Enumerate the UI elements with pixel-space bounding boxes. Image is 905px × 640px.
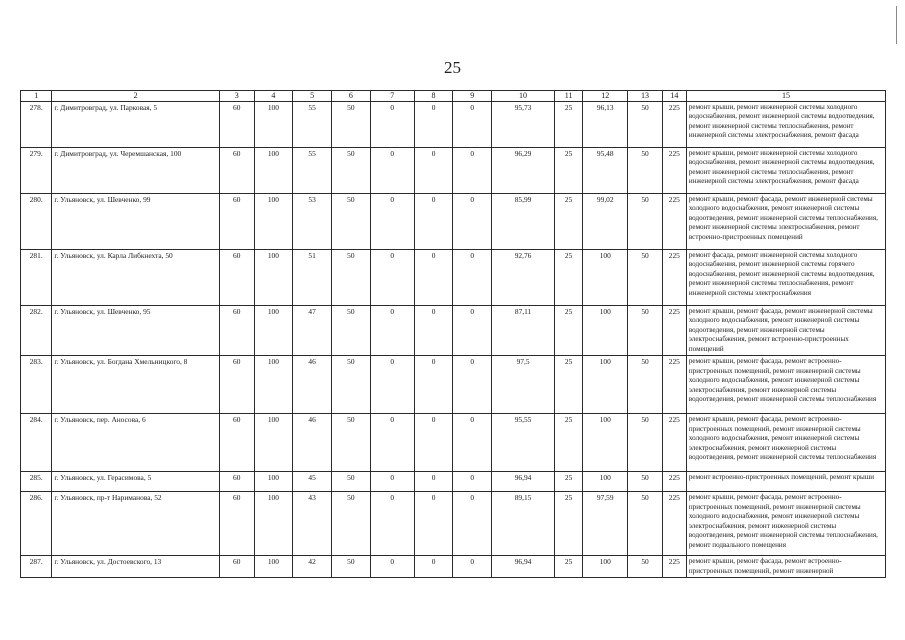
value-cell-c6: 50	[331, 414, 370, 472]
table-row	[21, 249, 886, 305]
row-number-cell: 281.	[21, 249, 52, 305]
value-cell-c14: 225	[662, 147, 686, 193]
address-cell: г. Ульяновск, пр-т Нариманова, 52	[52, 492, 220, 556]
value-cell-c9: 0	[453, 414, 492, 472]
value-cell-c11: 25	[554, 472, 582, 492]
value-cell-c7: 0	[370, 249, 414, 305]
table-row	[21, 414, 886, 472]
value-cell-c12: 100	[583, 414, 628, 472]
value-cell-c10: 85,99	[492, 193, 555, 249]
value-cell-c9: 0	[453, 472, 492, 492]
value-cell-c13: 50	[628, 414, 663, 472]
value-cell-c3: 60	[219, 101, 254, 147]
header-row	[21, 91, 886, 102]
value-cell-c11: 25	[554, 305, 582, 356]
value-cell-c12: 99,02	[583, 193, 628, 249]
value-cell-c5: 55	[293, 147, 332, 193]
works-cell: ремонт крыши, ремонт фасада, ремонт встроенно-пристроенных помещений, ремонт инженерной системы холодного водоснабжения, ремонт инженерной системы электроснабжения, ремонт инженерной системы водоотведения, ремонт инженерной системы теплоснабжения	[686, 356, 885, 414]
works-cell: ремонт крыши, ремонт фасада, ремонт инженерной системы холодного водоснабжения, ремонт инженерной системы водоотведения, ремонт инженерной системы электроснабжения, ремонт встроенно-пристроенных помещений	[686, 305, 885, 356]
row-number-cell: 285.	[21, 472, 52, 492]
works-cell: ремонт крыши, ремонт фасада, ремонт встроенно-пристроенных помещений, ремонт инженерной	[686, 556, 885, 578]
value-cell-c12: 100	[583, 472, 628, 492]
address-cell: г. Димитровград, ул. Парковая, 5	[52, 101, 220, 147]
value-cell-c7: 0	[370, 305, 414, 356]
value-cell-c12: 100	[583, 556, 628, 578]
value-cell-c13: 50	[628, 147, 663, 193]
value-cell-c3: 60	[219, 249, 254, 305]
value-cell-c6: 50	[331, 305, 370, 356]
value-cell-c7: 0	[370, 101, 414, 147]
value-cell-c10: 97,5	[492, 356, 555, 414]
value-cell-c6: 50	[331, 101, 370, 147]
value-cell-c5: 42	[293, 556, 332, 578]
column-header-9: 9	[453, 91, 492, 102]
value-cell-c13: 50	[628, 556, 663, 578]
value-cell-c3: 60	[219, 193, 254, 249]
column-header-8: 8	[414, 91, 453, 102]
row-number-cell: 278.	[21, 101, 52, 147]
column-header-7: 7	[370, 91, 414, 102]
value-cell-c4: 100	[254, 249, 293, 305]
value-cell-c4: 100	[254, 556, 293, 578]
value-cell-c10: 95,55	[492, 414, 555, 472]
address-cell: г. Ульяновск, ул. Шевченко, 99	[52, 193, 220, 249]
column-header-13: 13	[628, 91, 663, 102]
column-header-5: 5	[293, 91, 332, 102]
data-table	[20, 90, 886, 578]
works-cell: ремонт встроенно-пристроенных помещений, ремонт крыши	[686, 472, 885, 492]
value-cell-c13: 50	[628, 356, 663, 414]
value-cell-c13: 50	[628, 472, 663, 492]
value-cell-c7: 0	[370, 147, 414, 193]
value-cell-c6: 50	[331, 193, 370, 249]
value-cell-c10: 89,15	[492, 492, 555, 556]
value-cell-c4: 100	[254, 492, 293, 556]
value-cell-c9: 0	[453, 492, 492, 556]
row-number-cell: 287.	[21, 556, 52, 578]
value-cell-c10: 96,94	[492, 556, 555, 578]
value-cell-c4: 100	[254, 147, 293, 193]
value-cell-c6: 50	[331, 147, 370, 193]
value-cell-c10: 96,94	[492, 472, 555, 492]
value-cell-c3: 60	[219, 305, 254, 356]
value-cell-c3: 60	[219, 492, 254, 556]
row-number-cell: 282.	[21, 305, 52, 356]
value-cell-c11: 25	[554, 101, 582, 147]
column-header-2: 2	[52, 91, 220, 102]
value-cell-c4: 100	[254, 472, 293, 492]
works-cell: ремонт крыши, ремонт инженерной системы холодного водоснабжения, ремонт инженерной системы водоотведения, ремонт инженерной системы теплоснабжения, ремонт инженерной системы электроснабжения, ремонт фасада	[686, 147, 885, 193]
value-cell-c11: 25	[554, 356, 582, 414]
column-header-1: 1	[21, 91, 52, 102]
value-cell-c9: 0	[453, 193, 492, 249]
value-cell-c6: 50	[331, 356, 370, 414]
value-cell-c14: 225	[662, 556, 686, 578]
value-cell-c5: 55	[293, 101, 332, 147]
value-cell-c11: 25	[554, 193, 582, 249]
value-cell-c13: 50	[628, 305, 663, 356]
column-header-6: 6	[331, 91, 370, 102]
row-number-cell: 280.	[21, 193, 52, 249]
value-cell-c5: 53	[293, 193, 332, 249]
page-number: 25	[444, 58, 461, 77]
table-row	[21, 356, 886, 414]
value-cell-c7: 0	[370, 556, 414, 578]
value-cell-c8: 0	[414, 556, 453, 578]
column-header-14: 14	[662, 91, 686, 102]
column-header-3: 3	[219, 91, 254, 102]
row-number-cell: 284.	[21, 414, 52, 472]
address-cell: г. Ульяновск, ул. Шевченко, 95	[52, 305, 220, 356]
value-cell-c12: 100	[583, 356, 628, 414]
value-cell-c4: 100	[254, 101, 293, 147]
address-cell: г. Ульяновск, ул. Достоевского, 13	[52, 556, 220, 578]
value-cell-c5: 46	[293, 414, 332, 472]
table-row	[21, 101, 886, 147]
value-cell-c13: 50	[628, 193, 663, 249]
value-cell-c9: 0	[453, 249, 492, 305]
value-cell-c5: 43	[293, 492, 332, 556]
value-cell-c10: 87,11	[492, 305, 555, 356]
works-cell: ремонт крыши, ремонт инженерной системы холодного водоснабжения, ремонт инженерной системы водоотведения, ремонт инженерной системы теплоснабжения, ремонт инженерной системы электроснабжения, ремонт фасада	[686, 101, 885, 147]
value-cell-c6: 50	[331, 492, 370, 556]
value-cell-c9: 0	[453, 101, 492, 147]
value-cell-c3: 60	[219, 472, 254, 492]
value-cell-c12: 95,48	[583, 147, 628, 193]
value-cell-c10: 95,73	[492, 101, 555, 147]
table-row	[21, 556, 886, 578]
value-cell-c3: 60	[219, 147, 254, 193]
row-number-cell: 279.	[21, 147, 52, 193]
value-cell-c13: 50	[628, 249, 663, 305]
column-header-12: 12	[583, 91, 628, 102]
column-header-11: 11	[554, 91, 582, 102]
value-cell-c5: 47	[293, 305, 332, 356]
value-cell-c4: 100	[254, 356, 293, 414]
value-cell-c11: 25	[554, 147, 582, 193]
value-cell-c8: 0	[414, 305, 453, 356]
value-cell-c14: 225	[662, 193, 686, 249]
value-cell-c12: 100	[583, 249, 628, 305]
table-row	[21, 193, 886, 249]
value-cell-c10: 96,29	[492, 147, 555, 193]
address-cell: г. Димитровград, ул. Черемшанская, 100	[52, 147, 220, 193]
value-cell-c14: 225	[662, 472, 686, 492]
value-cell-c7: 0	[370, 414, 414, 472]
value-cell-c4: 100	[254, 414, 293, 472]
value-cell-c8: 0	[414, 249, 453, 305]
value-cell-c7: 0	[370, 472, 414, 492]
address-cell: г. Ульяновск, ул. Карла Либкнехта, 50	[52, 249, 220, 305]
row-number-cell: 286.	[21, 492, 52, 556]
value-cell-c8: 0	[414, 147, 453, 193]
value-cell-c3: 60	[219, 414, 254, 472]
value-cell-c3: 60	[219, 356, 254, 414]
table-row	[21, 472, 886, 492]
value-cell-c11: 25	[554, 556, 582, 578]
value-cell-c5: 51	[293, 249, 332, 305]
value-cell-c14: 225	[662, 305, 686, 356]
table-row	[21, 147, 886, 193]
value-cell-c6: 50	[331, 249, 370, 305]
value-cell-c4: 100	[254, 305, 293, 356]
value-cell-c5: 46	[293, 356, 332, 414]
value-cell-c8: 0	[414, 492, 453, 556]
value-cell-c8: 0	[414, 356, 453, 414]
value-cell-c9: 0	[453, 556, 492, 578]
value-cell-c7: 0	[370, 193, 414, 249]
table-row	[21, 305, 886, 356]
value-cell-c9: 0	[453, 356, 492, 414]
value-cell-c11: 25	[554, 492, 582, 556]
value-cell-c10: 92,76	[492, 249, 555, 305]
scan-corner-mark	[896, 6, 897, 44]
column-header-15: 15	[686, 91, 885, 102]
works-cell: ремонт крыши, ремонт фасада, ремонт инженерной системы холодного водоснабжения, ремонт инженерной системы водоотведения, ремонт инженерной системы теплоснабжения, ремонт инженерной системы электроснабжения, ремонт встроенно-пристроенных помещений	[686, 193, 885, 249]
address-cell: г. Ульяновск, ул. Богдана Хмельницкого, 8	[52, 356, 220, 414]
address-cell: г. Ульяновск, ул. Герасимова, 5	[52, 472, 220, 492]
value-cell-c4: 100	[254, 193, 293, 249]
value-cell-c12: 97,59	[583, 492, 628, 556]
value-cell-c14: 225	[662, 101, 686, 147]
table-body	[21, 101, 886, 578]
value-cell-c13: 50	[628, 492, 663, 556]
value-cell-c6: 50	[331, 472, 370, 492]
column-header-4: 4	[254, 91, 293, 102]
value-cell-c14: 225	[662, 356, 686, 414]
value-cell-c11: 25	[554, 414, 582, 472]
value-cell-c12: 100	[583, 305, 628, 356]
value-cell-c7: 0	[370, 356, 414, 414]
value-cell-c5: 45	[293, 472, 332, 492]
value-cell-c9: 0	[453, 147, 492, 193]
value-cell-c8: 0	[414, 414, 453, 472]
value-cell-c14: 225	[662, 492, 686, 556]
value-cell-c7: 0	[370, 492, 414, 556]
row-number-cell: 283.	[21, 356, 52, 414]
value-cell-c12: 96,13	[583, 101, 628, 147]
value-cell-c9: 0	[453, 305, 492, 356]
value-cell-c8: 0	[414, 101, 453, 147]
value-cell-c6: 50	[331, 556, 370, 578]
value-cell-c8: 0	[414, 193, 453, 249]
value-cell-c13: 50	[628, 101, 663, 147]
works-cell: ремонт крыши, ремонт фасада, ремонт встроенно-пристроенных помещений, ремонт инженерной системы холодного водоснабжения, ремонт инженерной системы электроснабжения, ремонт инженерной системы водоотведения, ремонт инженерной системы теплоснабжения	[686, 414, 885, 472]
value-cell-c11: 25	[554, 249, 582, 305]
works-cell: ремонт фасада, ремонт инженерной системы холодного водоснабжения, ремонт инженерной системы горячего водоснабжения, ремонт инженерной системы водоотведения, ремонт инженерной системы теплоснабжения, ремонт инженерной системы электроснабжения	[686, 249, 885, 305]
works-cell: ремонт крыши, ремонт фасада, ремонт встроенно-пристроенных помещений, ремонт инженерной системы холодного водоснабжения, ремонт инженерной системы электроснабжения, ремонт инженерной системы водоотведения, ремонт инженерной системы теплоснабжения, ремонт подвального помещения	[686, 492, 885, 556]
value-cell-c14: 225	[662, 249, 686, 305]
value-cell-c3: 60	[219, 556, 254, 578]
value-cell-c8: 0	[414, 472, 453, 492]
table-row	[21, 492, 886, 556]
value-cell-c14: 225	[662, 414, 686, 472]
address-cell: г. Ульяновск, пер. Аносова, 6	[52, 414, 220, 472]
column-header-10: 10	[492, 91, 555, 102]
